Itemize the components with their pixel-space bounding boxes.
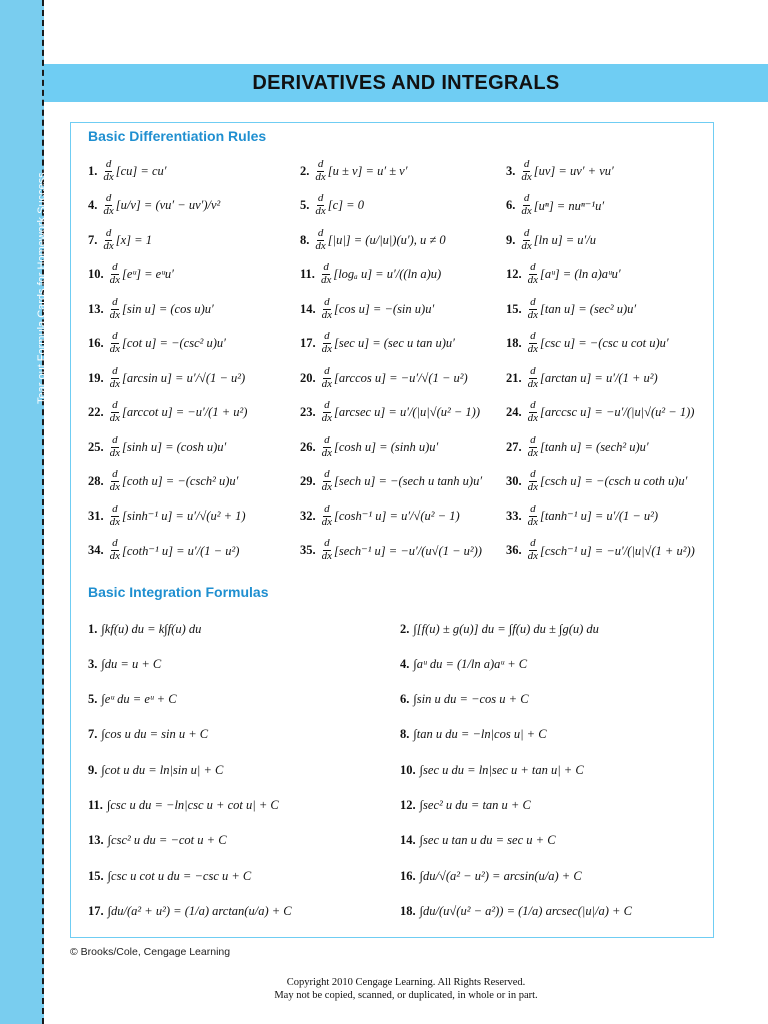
diff-rule <box>506 154 614 188</box>
integration-formula <box>88 753 223 787</box>
integration-formula <box>400 859 582 893</box>
derivative-operator: $\frac{d}{dx}$ <box>321 364 333 390</box>
rule-number: 7. <box>88 232 98 247</box>
rule-number: 11. <box>300 267 315 281</box>
rule-formula: [arccot u] = −u′/(1 + u²) <box>122 405 248 419</box>
derivative-operator: $\frac{d}{dx}$ <box>527 295 539 321</box>
rule-number: 30. <box>506 474 522 488</box>
derivative-operator: $\frac{d}{dx}$ <box>321 537 333 562</box>
integration-formula <box>88 718 208 752</box>
formula-number: 4. <box>400 656 410 671</box>
rule-formula: [sech⁻¹ u] = −u′/(u√(1 − u²)) <box>334 543 482 558</box>
rule-formula: [sin u] = (cos u)u′ <box>122 301 214 316</box>
formula-text: ∫eᵘ du = eᵘ + C <box>101 692 177 707</box>
rule-formula: [x] = 1 <box>115 232 152 247</box>
diff-rule <box>300 327 455 361</box>
formula-text: ∫cot u du = ln|sin u| + C <box>101 762 224 777</box>
formula-number: 3. <box>88 656 98 671</box>
derivative-operator: $\frac{d}{dx}$ <box>527 261 539 286</box>
formula-text: ∫tan u du = −ln|cos u| + C <box>413 727 547 742</box>
derivative-operator: $\frac{d}{dx}$ <box>103 192 114 217</box>
diff-rule <box>300 189 364 223</box>
formula-text: ∫sec u tan u du = sec u + C <box>419 833 556 848</box>
derivative-operator: $\frac{d}{dx}$ <box>527 330 539 355</box>
rule-number: 28. <box>88 474 104 488</box>
integration-formula <box>88 789 279 823</box>
derivative-operator: $\frac{d}{dx}$ <box>109 502 121 528</box>
formula-number: 5. <box>88 692 98 707</box>
formula-number: 6. <box>400 692 410 707</box>
derivative-operator: $\frac{d}{dx}$ <box>109 364 121 390</box>
rule-number: 21. <box>506 370 522 385</box>
diff-rule <box>506 465 687 499</box>
derivative-operator: $\frac{d}{dx}$ <box>109 468 121 493</box>
diff-rule <box>506 258 621 292</box>
rule-formula: [sech u] = −(sech u tanh u)u′ <box>334 474 483 488</box>
rule-formula: [cu] = cu′ <box>115 163 167 178</box>
rule-number: 3. <box>506 163 516 178</box>
integration-formula <box>400 789 531 823</box>
rule-number: 2. <box>300 163 310 178</box>
rule-number: 33. <box>506 508 522 523</box>
rule-formula: [tanh u] = (sech² u)u′ <box>540 439 649 454</box>
formula-text: ∫[f(u) ± g(u)] du = ∫f(u) du ± ∫g(u) du <box>413 621 599 636</box>
derivative-operator: $\frac{d}{dx}$ <box>527 433 539 459</box>
integration-formula <box>400 683 529 717</box>
rule-formula: [arccos u] = −u′/√(1 − u²) <box>334 370 468 385</box>
formula-number: 16. <box>400 868 416 883</box>
rule-number: 1. <box>88 163 98 178</box>
formula-text: ∫sec² u du = tan u + C <box>419 798 531 812</box>
rule-formula: [cot u] = −(csc² u)u′ <box>122 336 226 350</box>
formula-text: ∫csc² u du = −cot u + C <box>107 833 227 848</box>
rule-formula: [cos u] = −(sin u)u′ <box>334 301 435 316</box>
copyright-notice <box>44 976 768 1002</box>
diff-rule <box>88 396 247 430</box>
derivative-operator: $\frac{d}{dx}$ <box>321 399 333 424</box>
integration-title: Basic Integration Formulas <box>88 584 269 600</box>
derivative-operator: $\frac{d}{dx}$ <box>321 295 333 321</box>
rule-number: 8. <box>300 232 310 247</box>
rule-number: 9. <box>506 232 516 247</box>
rule-number: 19. <box>88 370 104 385</box>
rule-number: 25. <box>88 439 104 454</box>
rule-number: 20. <box>300 370 316 385</box>
rule-formula: [arccsc u] = −u′/(|u|√(u² − 1)) <box>540 405 695 419</box>
diff-rule <box>88 292 214 326</box>
derivative-operator: $\frac{d}{dx}$ <box>109 399 121 424</box>
rule-number: 16. <box>88 336 104 350</box>
rule-formula: [csch⁻¹ u] = −u′/(|u|√(1 + u²)) <box>540 543 695 558</box>
diff-rule <box>300 361 468 395</box>
rule-number: 22. <box>88 405 104 419</box>
derivative-operator: $\frac{d}{dx}$ <box>321 433 333 459</box>
integration-formula <box>400 612 599 646</box>
rule-formula: [sec u] = (sec u tan u)u′ <box>334 336 455 350</box>
derivative-operator: $\frac{d}{dx}$ <box>527 468 539 493</box>
diff-rule <box>88 361 245 395</box>
diff-rule <box>88 223 152 257</box>
derivative-operator: $\frac{d}{dx}$ <box>321 502 333 528</box>
formula-number: 17. <box>88 903 104 918</box>
diff-rule <box>506 327 669 361</box>
formula-number: 9. <box>88 762 98 777</box>
derivative-operator: $\frac{d}{dx}$ <box>521 157 532 183</box>
rule-number: 12. <box>506 267 522 281</box>
derivative-operator: $\frac{d}{dx}$ <box>109 433 121 459</box>
derivative-operator: $\frac{d}{dx}$ <box>315 192 326 217</box>
rule-formula: [cosh u] = (sinh u)u′ <box>334 439 439 454</box>
derivative-operator: $\frac{d}{dx}$ <box>527 537 539 562</box>
rule-formula: [coth⁻¹ u] = u′/(1 − u²) <box>122 543 240 558</box>
rule-formula: [u/v] = (vu′ − uv′)/v² <box>115 198 221 212</box>
formula-text: ∫csc u du = −ln|csc u + cot u| + C <box>106 798 279 812</box>
formula-number: 10. <box>400 762 416 777</box>
rule-number: 6. <box>506 198 516 212</box>
rule-number: 24. <box>506 405 522 419</box>
formula-number: 13. <box>88 833 104 848</box>
derivative-operator: $\frac{d}{dx}$ <box>527 364 539 390</box>
formula-number: 7. <box>88 727 98 742</box>
formula-text: ∫du/(u√(u² − a²)) = (1/a) arcsec(|u|/a) + C <box>419 903 632 918</box>
derivative-operator: $\frac{d}{dx}$ <box>321 468 333 493</box>
rule-formula: [c] = 0 <box>327 198 364 212</box>
integration-formula <box>88 894 292 928</box>
formula-number: 12. <box>400 798 416 812</box>
rule-formula: [sinh⁻¹ u] = u′/√(u² + 1) <box>122 509 246 523</box>
diff-rule <box>300 465 482 499</box>
rule-number: 13. <box>88 301 104 316</box>
derivative-operator: $\frac{d}{dx}$ <box>109 330 121 355</box>
integration-formula <box>88 647 161 681</box>
diff-rule <box>506 430 649 464</box>
rule-number: 26. <box>300 439 316 454</box>
derivative-operator: $\frac{d}{dx}$ <box>103 226 114 252</box>
rule-number: 4. <box>88 198 98 212</box>
diff-rule <box>88 465 238 499</box>
rule-number: 5. <box>300 198 310 212</box>
page-title: DERIVATIVES AND INTEGRALS <box>252 71 560 94</box>
diff-rule <box>88 499 246 533</box>
rule-formula: [uv] = uv′ + vu′ <box>533 163 614 178</box>
diff-rule <box>300 154 407 188</box>
formula-text: ∫du = u + C <box>101 656 162 671</box>
title-banner <box>44 64 768 102</box>
integration-formula <box>400 824 556 858</box>
rule-formula: [uⁿ] = nuⁿ⁻¹u′ <box>533 198 605 213</box>
rule-number: 10. <box>88 267 104 281</box>
rule-formula: [tan u] = (sec² u)u′ <box>540 301 637 316</box>
diff-rule <box>88 154 167 188</box>
rule-number: 17. <box>300 336 316 350</box>
diff-rule <box>506 189 604 223</box>
rule-formula: [tanh⁻¹ u] = u′/(1 − u²) <box>540 509 659 523</box>
diff-rule <box>506 361 658 395</box>
rule-formula: [arcsec u] = u′/(|u|√(u² − 1)) <box>334 405 480 419</box>
formula-text: ∫cos u du = sin u + C <box>101 727 209 742</box>
diff-rule <box>300 430 438 464</box>
diff-rule <box>506 396 694 430</box>
formula-text: ∫du/√(a² − u²) = arcsin(u/a) + C <box>419 868 582 883</box>
derivative-operator: $\frac{d}{dx}$ <box>109 295 121 321</box>
formula-number: 18. <box>400 903 416 918</box>
copyright-line-1: Copyright 2010 Cengage Learning. All Rights Reserved. <box>286 977 526 988</box>
formula-number: 11. <box>88 798 103 812</box>
rule-formula: [u ± v] = u′ ± v′ <box>327 163 408 178</box>
credit-line: © Brooks/Cole, Cengage Learning <box>70 946 231 958</box>
diff-rule <box>300 534 482 568</box>
diff-rule <box>88 327 226 361</box>
diff-rule <box>88 534 239 568</box>
formula-text: ∫aᵘ du = (1/ln a)aᵘ + C <box>413 656 528 671</box>
rule-number: 23. <box>300 405 316 419</box>
rule-formula: [sinh u] = (cosh u)u′ <box>122 439 227 454</box>
derivative-operator: $\frac{d}{dx}$ <box>527 502 539 528</box>
diff-rule <box>88 189 220 223</box>
derivative-operator: $\frac{d}{dx}$ <box>103 157 114 183</box>
integration-formula <box>88 824 227 858</box>
rule-formula: [logₐ u] = u′/((ln a)u) <box>333 267 442 281</box>
diff-rule <box>300 396 480 430</box>
formula-text: ∫csc u cot u du = −csc u + C <box>107 868 252 883</box>
formula-text: ∫sec u du = ln|sec u + tan u| + C <box>419 762 584 777</box>
derivative-operator: $\frac{d}{dx}$ <box>321 330 333 355</box>
rule-formula: [ln u] = u′/u <box>533 232 596 247</box>
formula-number: 14. <box>400 833 416 848</box>
rule-number: 15. <box>506 301 522 316</box>
rule-formula: [aᵘ] = (ln a)aᵘu′ <box>540 267 621 281</box>
differentiation-title: Basic Differentiation Rules <box>88 128 267 144</box>
derivative-operator: $\frac{d}{dx}$ <box>315 157 326 183</box>
integration-formula <box>400 647 527 681</box>
integration-formula <box>88 859 251 893</box>
diff-rule <box>506 223 596 257</box>
integration-formula <box>88 683 177 717</box>
rule-number: 27. <box>506 439 522 454</box>
diff-rule <box>300 258 441 292</box>
derivative-operator: $\frac{d}{dx}$ <box>521 226 532 252</box>
rule-formula: [cosh⁻¹ u] = u′/√(u² − 1) <box>334 509 460 523</box>
diff-rule <box>506 534 695 568</box>
formula-number: 15. <box>88 868 104 883</box>
rule-formula: [csc u] = −(csc u cot u)u′ <box>540 336 669 350</box>
formula-number: 1. <box>88 621 98 636</box>
diff-rule <box>506 292 636 326</box>
rule-formula: [arcsin u] = u′/√(1 − u²) <box>122 370 246 385</box>
formula-text: ∫sin u du = −cos u + C <box>413 692 529 707</box>
diff-rule <box>506 499 658 533</box>
rule-number: 36. <box>506 543 522 557</box>
integration-formula <box>400 718 547 752</box>
sidebar-strip <box>0 0 44 1024</box>
derivative-operator: $\frac{d}{dx}$ <box>109 261 121 286</box>
derivative-operator: $\frac{d}{dx}$ <box>315 226 326 252</box>
diff-rule <box>88 430 226 464</box>
rule-formula: [coth u] = −(csch² u)u′ <box>122 474 239 488</box>
diff-rule <box>88 258 174 292</box>
integration-formula <box>88 612 201 646</box>
formula-text: ∫du/(a² + u²) = (1/a) arctan(u/a) + C <box>107 903 292 918</box>
derivative-operator: $\frac{d}{dx}$ <box>527 399 539 424</box>
rule-number: 18. <box>506 336 522 350</box>
rule-formula: [arctan u] = u′/(1 + u²) <box>540 370 658 385</box>
integration-formula <box>400 894 632 928</box>
derivative-operator: $\frac{d}{dx}$ <box>521 192 532 217</box>
rule-formula: [|u|] = (u/|u|)(u′), u ≠ 0 <box>327 232 446 247</box>
rule-number: 31. <box>88 508 104 523</box>
rule-number: 34. <box>88 543 104 557</box>
tear-line <box>42 0 44 1024</box>
diff-rule <box>300 499 460 533</box>
diff-rule <box>300 223 446 257</box>
formula-number: 2. <box>400 621 410 636</box>
rule-number: 29. <box>300 474 316 488</box>
rule-number: 32. <box>300 508 316 523</box>
derivative-operator: $\frac{d}{dx}$ <box>320 261 332 286</box>
derivative-operator: $\frac{d}{dx}$ <box>109 537 121 562</box>
formula-text: ∫kf(u) du = k∫f(u) du <box>101 621 202 636</box>
integration-formula <box>400 753 584 787</box>
diff-rule <box>300 292 434 326</box>
formula-number: 8. <box>400 727 410 742</box>
copyright-line-2: May not be copied, scanned, or duplicated, in whole or in part. <box>274 990 538 1001</box>
rule-formula: [csch u] = −(csch u coth u)u′ <box>540 474 688 488</box>
rule-formula: [eᵘ] = eᵘu′ <box>122 267 174 281</box>
rule-number: 14. <box>300 301 316 316</box>
rule-number: 35. <box>300 543 316 557</box>
sidebar-text: Tear out Formula Cards for Homework Success. <box>36 169 48 404</box>
